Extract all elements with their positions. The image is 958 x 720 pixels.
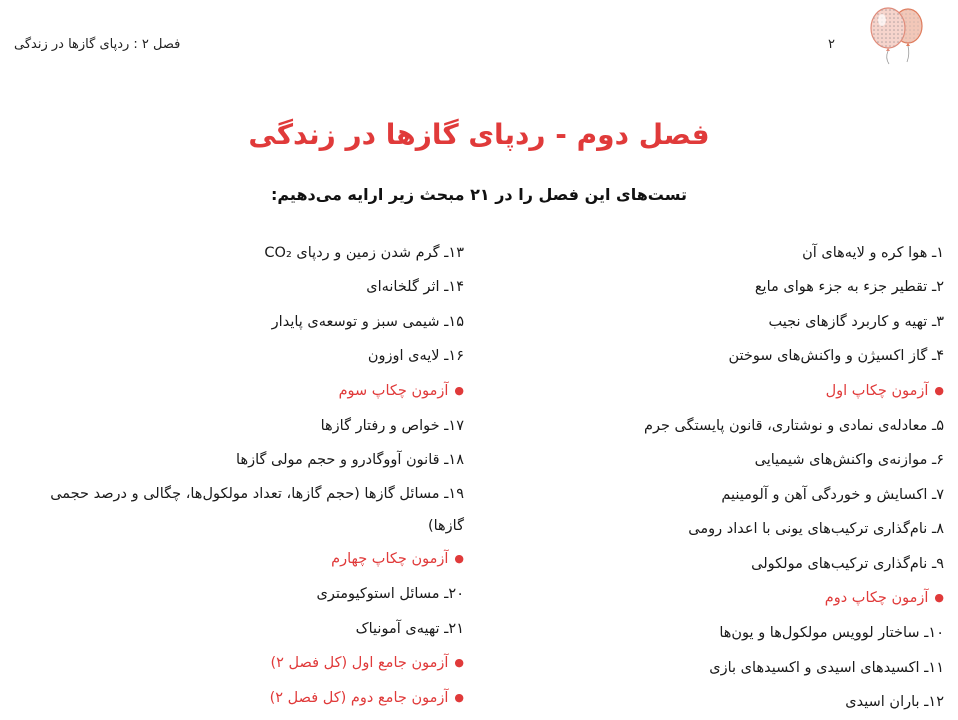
chapter-subtitle: تست‌های این فصل را در ۲۱ مبحث زیر ارایه می‌دهیم: [270, 185, 688, 204]
topic-item: ۱۸ـ قانون آووگادرو و حجم مولی گازها [236, 452, 464, 469]
exam-item: ● آزمون جامع دوم (کل فصل ۲) [14, 681, 464, 716]
topics-list-right [504, 236, 944, 720]
topic-item: ۵ـ معادله‌ی نمادی و نوشتاری، قانون پایستگی جرم [644, 418, 944, 435]
topic-item: ۱۵ـ شیمی سبز و توسعه‌ی پایدار [271, 313, 464, 330]
page-number: ۲ [828, 37, 835, 52]
topic-item: ۱۷ـ خواص و رفتار گازها [320, 418, 464, 435]
topic-item: ۷ـ اکسایش و خوردگی آهن و آلومینیم [721, 486, 944, 503]
exam-item: ● آزمون چکاپ سوم [14, 374, 464, 409]
topics-list-left [14, 236, 464, 717]
topic-item: ۱۲ـ باران اسیدی [845, 694, 944, 711]
topic-item: ۱۶ـ لایه‌ی اوزون [367, 348, 464, 365]
topic-item: ۹ـ نام‌گذاری ترکیب‌های مولکولی [751, 555, 944, 572]
topic-item: ۱۴ـ اثر گلخانه‌ای [366, 279, 464, 296]
exam-item: ● آزمون چکاپ اول [504, 374, 944, 409]
topic-item: ۱۹ـ مسائل گازها (حجم گازها، تعداد مولکول‌ها، چگالی و درصد حجمی گازها) [50, 485, 464, 534]
topic-item: ۲۰ـ مسائل استوکیومتری [316, 586, 464, 603]
topic-item: ۱۰ـ ساختار لوویس مولکول‌ها و یون‌ها [719, 625, 944, 642]
topic-item: ۴ـ گاز اکسیژن و واکنش‌های سوختن [728, 348, 944, 365]
exam-item: ● آزمون چکاپ دوم [504, 581, 944, 616]
exam-item: ● آزمون جامع اول (کل فصل ۲) [14, 646, 464, 681]
topic-item: ۸ـ نام‌گذاری ترکیب‌های یونی با اعداد رومی [688, 521, 944, 538]
topic-item: ۲ـ تقطیر جزء به جزء هوای مایع [754, 279, 944, 296]
topic-item: ۱ـ هوا کره و لایه‌های آن [802, 245, 944, 261]
topic-item: ۱۱ـ اکسیدهای اسیدی و اکسیدهای بازی [709, 659, 944, 676]
topic-item: ۳ـ تهیه و کاربرد گازهای نجیب [768, 313, 944, 330]
exam-item: ● آزمون چکاپ چهارم [14, 542, 464, 577]
chapter-title: فصل دوم - ردپای گازها در زندگی [248, 118, 710, 151]
topic-item: ۲۱ـ تهیه‌ی آمونیاک [355, 620, 464, 637]
topic-item: ۶ـ موازنه‌ی واکنش‌های شیمیایی [754, 452, 944, 469]
page-header [0, 0, 958, 70]
running-header-chapter: فصل ۲ : ردپای گازها در زندگی [14, 37, 181, 52]
balloons-icon [852, 4, 932, 68]
topic-item: ۱۳ـ گرم شدن زمین و ردپای CO₂ [264, 245, 464, 261]
